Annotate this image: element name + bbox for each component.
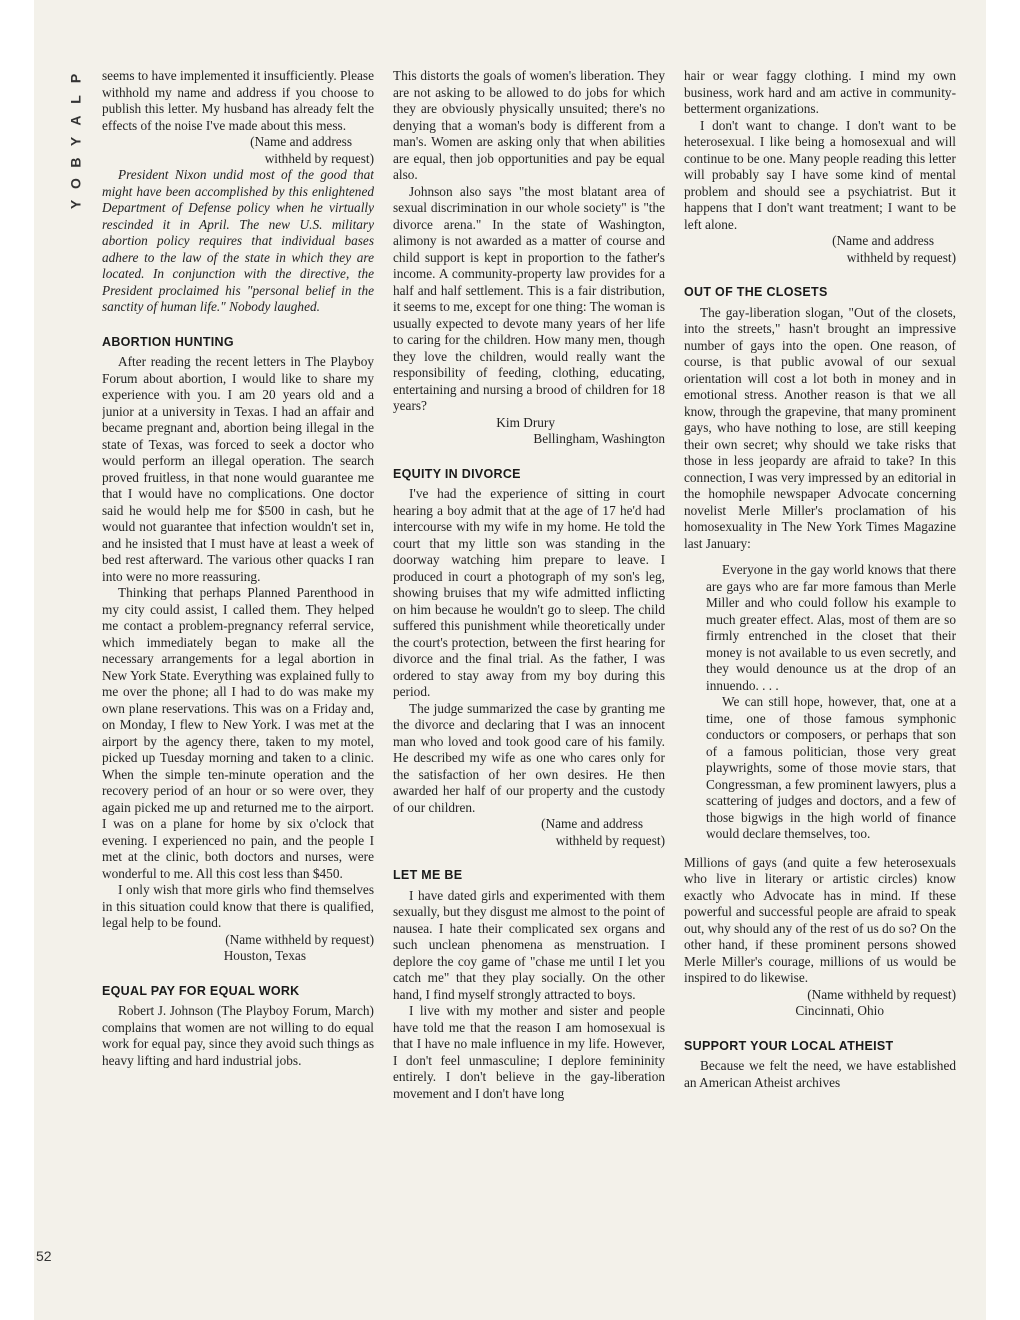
masthead-letter: O: [67, 178, 84, 189]
letter-paragraph: The gay-liberation slogan, "Out of the closets, into the streets," hasn't brought an impressive number of gays into the open. One reason, of course, is that public avowal of our sexual orientation will cost a lot both in money and in emotional stress. Another reason is that we all know, through the grapevine, that many prominent gays, who have nothing to lose, are still keeping their own secret; why should we take risks that those in less jeopardy are afraid to take? In this connection, I was very impressed by an editorial in the homophile newspaper Advocate concerning novelist Merle Miller's proclamation of his homosexuality in The New York Times Magazine last January:: [684, 304, 956, 551]
letter-paragraph: I live with my mother and sister and people have told me that the reason I am homosexual is that I have no male influence in my life. However, I don't feel unmasculine; I deplore femininity entirely. I don't believe in the gay-liberation movement and I don't have long: [393, 1003, 665, 1101]
letter-paragraph: Johnson also says "the most blatant area of sexual discrimination in our whole society" is "the divorce arena." In the state of Washington, alimony is not awarded as a matter of course and child support is kept in proportion to the father's income. A community-property law provides for a half and half settlement. This is a fair distribution, it seems to me, except for one thing: The woman is usually expected to devote many years of her life to caring for the children. How many men, though they love the children, would really want the responsibility of feeding, clothing, educating, entertaining and nursing a brood of children for 18 years?: [393, 183, 665, 413]
masthead-letter: P: [67, 73, 84, 84]
section-heading: EQUITY IN DIVORCE: [393, 466, 521, 481]
column-1: [102, 68, 374, 1278]
letter-paragraph: This distorts the goals of women's liberation. They are not asking to be allowed to do jobs for which they are obviously physically unsuited; there's no denying that a woman's body is different from a man's. Women are asking only that when abilities are equal, then job opportunities and pay be equal also.: [393, 68, 665, 182]
signature: (Name and address withheld by request): [541, 816, 665, 848]
letter-paragraph: After reading the recent letters in The Playboy Forum about abortion, I would like to share my experience with you. I am 20 years old and a junior at a university in Texas. I had an affair and became pregnant and, abortion being illegal in the state of Texas, was forced to seek a doctor who would perform an illegal operation. The search proved fruitless, in that none would guarantee me that I would have no complications. One doctor said he would help me for $500 in cash, but he would not guarantee that infection wouldn't set in, and he insisted that I must have at least a week of bed rest afterward. The various other quacks I ran into were no more reassuring.: [102, 354, 374, 584]
signature: Kim Drury Bellingham, Washington: [496, 414, 665, 446]
letter-paragraph: I have dated girls and experimented with them sexually, but they disgust me almost to the point of nausea. I hate their complicated sex organs and such unclean phenomena as menstruation. I deplore the coy game of "chase me until I let you catch me" that they play socially. On the other hand, I find myself strongly attracted to boys.: [393, 887, 665, 1002]
section-heading: LET ME BE: [393, 868, 463, 882]
signature: (Name and address withheld by request): [832, 233, 956, 265]
letter-paragraph: Millions of gays (and quite a few heterosexuals who live in literary or artistic circles) know exactly who Advocate has in mind. If these powerful and successful people are afraid to speak out, why should any of the rest of us do so? On the other hand, if these prominent persons showed Merle Miller's courage, millions of us would be inspired to do likewise.: [684, 854, 956, 985]
signature: (Name withheld by request) Houston, Texas: [223, 931, 374, 963]
signature: (Name and address withheld by request): [250, 134, 374, 166]
column-2: [393, 68, 665, 1278]
section-heading: SUPPORT YOUR LOCAL ATHEIST: [684, 1038, 894, 1053]
column-3: [684, 68, 956, 1278]
letter-paragraph: I only wish that more girls who find themselves in this situation could know that there is qualified, legal help to be found.: [102, 882, 374, 930]
letter-paragraph: The judge summarized the case by granting me the divorce and declaring that I was an innocent man who loved and took good care of his family. He described my wife as one who cares only for the satisfaction of her own desires. He then awarded her half of our property and the custody of our children.: [393, 700, 665, 815]
letter-paragraph: Thinking that perhaps Planned Parenthood in my city could assist, I called them. They helped me contact a problem-pregnancy referral service, which immediately began to make all the necessary arrangements for a legal abortion in New York State. Everything was explained fully to me over the phone; all I had to do was make my own plane reservations. This was on a Friday and, on Monday, I flew to New York. I was met at the airport by the agency there, taken to my motel, picked up Tuesday morning and taken to a clinic. When the simple ten-minute operation and the recovery period of an hour or so were over, they again picked me up and returned me to the airport. I was on a plane for home by six o'clock that evening. I experienced no pain, and the people I met at the clinic, both doctors and nurses, were wonderful to me. All this cost less than $450.: [102, 585, 374, 881]
masthead-letter: L: [67, 95, 84, 104]
masthead-letter: Y: [67, 199, 84, 210]
section-heading: EQUAL PAY FOR EQUAL WORK: [102, 983, 300, 998]
letter-paragraph: Because we felt the need, we have established an American Atheist archives: [684, 1058, 956, 1090]
masthead-letter: B: [67, 157, 84, 168]
masthead-letter: A: [67, 115, 84, 126]
section-heading: ABORTION HUNTING: [102, 334, 234, 349]
page-number: 52: [36, 1248, 52, 1264]
quote-paragraph: Everyone in the gay world knows that there are gays who are far more famous than Merle Miller and who could follow his example to much greater effect. Alas, most of them are so firmly entrenched in the closet that their money is not available to us even secretly, and they would denounce us at the drop of an innuendo. . . .: [706, 562, 956, 693]
signature: (Name withheld by request) Cincinnati, Ohio: [795, 986, 956, 1018]
letter-paragraph: I've had the experience of sitting in court hearing a boy admit that at the age of 17 he'd had intercourse with my wife in my home. He told the court that my little son was standing in the doorway watching him prepare to leave. I produced in court a photograph of my son's leg, showing bruises that my wife admitted inflicting on him because he wouldn't go to sleep. The child suffered this punishment while theoretically under the court's protection, between the first hearing for divorce and the final trial. As the father, I was ordered to stay away from my boy during this period.: [393, 486, 665, 699]
letter-paragraph: I don't want to change. I don't want to be heterosexual. I like being a homosexual and will continue to be one. Many people reading this letter will probably say I have some kind of mental problem and should see a psychiatrist. But it happens that I don't want treatment; I want to be left alone.: [684, 117, 956, 232]
letter-paragraph: hair or wear faggy clothing. I mind my own business, work hard and am active in community-betterment organizations.: [684, 68, 956, 116]
masthead-letter: Y: [67, 136, 84, 147]
block-quote: [706, 562, 956, 843]
letter-paragraph: Robert J. Johnson (The Playboy Forum, March) complains that women are not willing to do equal work for equal pay, since they avoid such things as heavy lifting and hard industrial jobs.: [102, 1003, 374, 1068]
section-heading: OUT OF THE CLOSETS: [684, 285, 828, 299]
letter-paragraph: seems to have implemented it insufficiently. Please withhold my name and address if you choose to publish this letter. My husband has already felt the effects of the noise I've made about this mess.: [102, 68, 374, 133]
masthead-vertical: [64, 68, 88, 215]
quote-paragraph: We can still hope, however, that, one at a time, one of those famous symphonic conductors or composers, or perhaps that son of a famous politician, those very great playwrights, some of those movie stars, that Congressman, a few prominent lawyers, plus a scattering of judges and doctors, and a few of those bigwigs in the high world of finance would declare themselves, too.: [706, 694, 956, 841]
editor-note: President Nixon undid most of the good that might have been accomplished by this enlightened Department of Defense policy when he virtually rescinded it in April. The new U.S. military abortion policy requires that individual bases adhere to the law of the state in which they are located. In conjunction with the directive, the President proclaimed his "personal belief in the sanctity of human life." Nobody laughed.: [102, 167, 374, 314]
